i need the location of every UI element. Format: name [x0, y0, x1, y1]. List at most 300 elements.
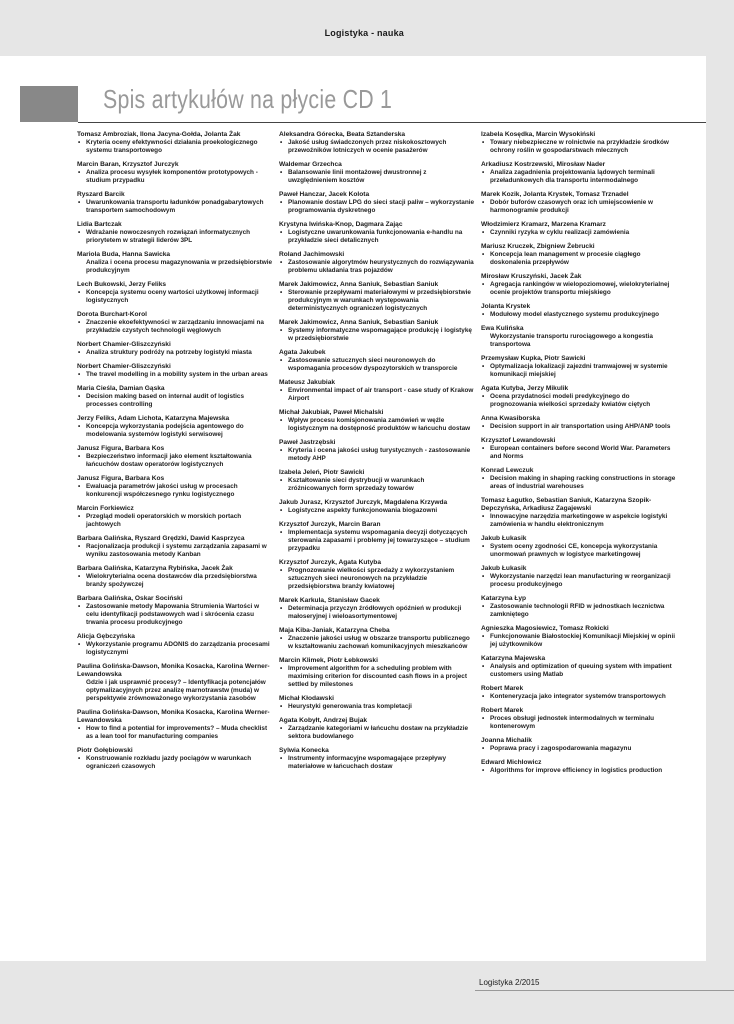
article-title: Agregacja rankingów w wielopoziomowej, wielokryterialnej ocenie projektów transportu miejskiego — [490, 281, 670, 296]
title-underline — [78, 122, 706, 123]
article-title: Uwarunkowania transportu ładunków ponadgabarytowych transportem samochodowym — [86, 199, 264, 214]
article-authors: Michał Jakubiak, Paweł Michalski — [279, 409, 384, 416]
bullet-icon: • — [280, 635, 283, 642]
article-title-row — [481, 693, 677, 701]
bullet-icon: • — [482, 229, 485, 236]
article-title: Prognozowanie wielkości sprzedaży z wykorzystaniem sztucznych sieci neuronowych na przykładzie przedsiębiorstwa branży kwiatowej — [288, 567, 455, 590]
article-title: Logistyczne aspekty funkcjonowania biogazowni — [288, 507, 438, 514]
article-title: Innowacyjne narzędzia marketingowe w aspekcie logistyki zamówienia w handlu elektronicznym — [490, 513, 668, 528]
bullet-icon: • — [78, 483, 81, 490]
article-title: Koncepcja systemu oceny wartości użytkowej informacji logistycznych — [86, 289, 259, 304]
article-title-row — [279, 755, 475, 771]
article-authors: Krzysztof Jurczyk, Agata Kutyba — [279, 559, 381, 566]
bullet-icon: • — [482, 573, 485, 580]
bullet-icon: • — [482, 169, 485, 176]
article-entry — [481, 161, 677, 185]
bullet-icon: • — [280, 567, 283, 574]
bullet-icon: • — [280, 417, 283, 424]
bullet-icon: • — [482, 745, 485, 752]
bullet-icon: • — [280, 357, 283, 364]
article-title: Wpływ procesu komisjonowania zamówień w węźle logistycznym na dostępność produktów w łańcuchu dostaw — [288, 417, 471, 432]
article-title-row — [77, 139, 273, 155]
article-title-row — [279, 635, 475, 651]
article-title: Proces obsługi jednostek intermodalnych w terminalu kontenerowym — [490, 715, 655, 730]
article-title-row — [77, 169, 273, 185]
article-authors: Janusz Figura, Barbara Kos — [77, 445, 165, 452]
article-entry — [77, 281, 273, 305]
article-title-row — [481, 333, 677, 349]
article-authors: Dorota Burchart-Korol — [77, 311, 147, 318]
article-entry — [481, 497, 677, 529]
article-authors: Roland Jachimowski — [279, 251, 345, 258]
article-entry — [481, 191, 677, 215]
article-entry — [481, 467, 677, 491]
article-title: European containers before second World War. Parameters and Norms — [490, 445, 671, 460]
article-entry — [481, 437, 677, 461]
article-authors: Marcin Klimek, Piotr Łebkowski — [279, 657, 378, 664]
article-entry — [279, 469, 475, 493]
bullet-icon: • — [280, 529, 283, 536]
article-authors: Krzysztof Jurczyk, Marcin Baran — [279, 521, 381, 528]
article-title: Konteneryzacja jako integrator systemów transportowych — [490, 693, 666, 700]
article-title: Analiza struktury podróży na potrzeby logistyki miasta — [86, 349, 252, 356]
article-title-row — [279, 567, 475, 591]
article-entry — [279, 559, 475, 591]
article-authors: Mateusz Jakubiak — [279, 379, 336, 386]
article-entry — [481, 655, 677, 679]
article-authors: Barbara Galińska, Ryszard Grędzki, Dawid Kasprzyca — [77, 535, 245, 542]
article-title-row — [481, 199, 677, 215]
article-title: Wielokryterialna ocena dostawców dla przedsiębiorstwa branży spożywczej — [86, 573, 257, 588]
bullet-icon: • — [482, 633, 485, 640]
article-title-row — [481, 573, 677, 589]
bullet-icon: • — [482, 363, 485, 370]
bullet-icon: • — [78, 139, 81, 146]
article-entry — [279, 379, 475, 403]
article-title: Kryteria i ocena jakości usług turystycznych - zastosowanie metody AHP — [288, 447, 471, 462]
article-title-row — [279, 477, 475, 493]
article-title: Poprawa pracy i zagospodarowania magazynu — [490, 745, 632, 752]
article-title-row — [481, 603, 677, 619]
article-entry — [77, 709, 273, 741]
article-entry — [279, 281, 475, 313]
article-title: Decision making based on internal audit of logistics processes controlling — [86, 393, 245, 408]
bullet-icon: • — [78, 169, 81, 176]
article-entry — [77, 415, 273, 439]
article-authors: Anna Kwasiborska — [481, 415, 540, 422]
article-title: Balansowanie linii montażowej dwustronnej z uwzględnieniem kosztów — [288, 169, 427, 184]
article-entry — [77, 505, 273, 529]
bullet-icon: • — [78, 199, 81, 206]
article-entry — [481, 415, 677, 431]
article-authors: Paweł Jastrzębski — [279, 439, 336, 446]
article-authors: Paulina Golińska-Dawson, Monika Kosacka, Karolina Werner-Lewandowska — [77, 663, 270, 678]
article-column-2 — [279, 131, 475, 777]
article-authors: Norbert Chamier-Gliszczyński — [77, 363, 171, 370]
article-entry — [77, 445, 273, 469]
article-title: Algorithms for improve efficiency in logistics production — [490, 767, 663, 774]
article-title: Implementacja systemu wspomagania decyzji dotyczących sterowania zapasami i problemy jej towarzyszące – studium przypadku — [288, 529, 470, 552]
article-title-row — [481, 633, 677, 649]
article-authors: Marek Kozik, Jolanta Krystek, Tomasz Trznadel — [481, 191, 629, 198]
article-entry — [77, 565, 273, 589]
footer-rule — [475, 990, 734, 991]
article-authors: Katarzyna Majewska — [481, 655, 546, 662]
article-entry — [279, 747, 475, 771]
bullet-icon: • — [280, 605, 283, 612]
article-title-row — [279, 229, 475, 245]
article-title: Optymalizacja lokalizacji zajezdni tramwajowej w systemie komunikacji miejskiej — [490, 363, 668, 378]
article-title: Zastosowanie technologii RFID w jednostkach lecznictwa zamkniętego — [490, 603, 665, 618]
article-entry — [279, 409, 475, 433]
article-title-row — [279, 529, 475, 553]
bullet-icon: • — [482, 693, 485, 700]
article-authors: Janusz Figura, Barbara Kos — [77, 475, 165, 482]
article-title: Konstruowanie rozkładu jazdy pociągów w warunkach ograniczeń czasowych — [86, 755, 252, 770]
article-title: Planowanie dostaw LPG do sieci stacji paliw – wykorzystanie programowania dyskretnego — [288, 199, 475, 214]
article-title-row — [279, 259, 475, 275]
article-title-row — [481, 423, 677, 431]
article-authors: Agnieszka Magosiewicz, Tomasz Rokicki — [481, 625, 609, 632]
article-title-row — [77, 319, 273, 335]
article-title-row — [279, 447, 475, 463]
article-entry — [481, 221, 677, 237]
article-authors: Jakub Jurasz, Krzysztof Jurczyk, Magdalena Krzywda — [279, 499, 448, 506]
article-entry — [279, 657, 475, 689]
article-authors: Jakub Łukasik — [481, 535, 527, 542]
article-entry — [481, 565, 677, 589]
article-authors: Mariusz Kruczek, Zbigniew Żebrucki — [481, 243, 595, 250]
article-title-row — [481, 767, 677, 775]
article-title-row — [481, 715, 677, 731]
article-authors: Marek Jakimowicz, Anna Saniuk, Sebastian Saniuk — [279, 281, 439, 288]
article-title: Kryteria oceny efektywności działania proekologicznego systemu transportowego — [86, 139, 258, 154]
article-title: Determinacja przyczyn źródłowych opóźnień w produkcji małoseryjnej i wieloasortymentowej — [288, 605, 462, 620]
article-title-row — [77, 423, 273, 439]
article-authors: Barbara Galińska, Oskar Sociński — [77, 595, 183, 602]
article-title-row — [481, 169, 677, 185]
article-title: Instrumenty informacyjne wspomagające przepływy materiałowe w łańcuchach dostaw — [288, 755, 447, 770]
bullet-icon: • — [280, 229, 283, 236]
article-title: Jakość usług świadczonych przez niskokosztowych przewoźników lotniczych w ocenie pasażerów — [288, 139, 447, 154]
article-title: Zarządzanie kategoriami w łańcuchu dostaw na przykładzie sektora budowlanego — [288, 725, 469, 740]
article-title-row — [279, 417, 475, 433]
article-entry — [77, 191, 273, 215]
article-title-row — [77, 725, 273, 741]
bullet-icon: • — [78, 319, 81, 326]
article-title: Systemy informatyczne wspomagające produkcję i logistykę w przedsiębiorstwie — [288, 327, 472, 342]
bullet-icon: • — [78, 725, 81, 732]
article-entry — [279, 521, 475, 553]
article-authors: Ryszard Barcik — [77, 191, 125, 198]
article-entry — [481, 737, 677, 753]
article-entry — [279, 251, 475, 275]
article-title-row — [77, 679, 273, 703]
bullet-icon: • — [280, 725, 283, 732]
article-authors: Tomasz Łagutko, Sebastian Saniuk, Katarzyna Szopik-Depczyńska, Arkadiusz Zagajewski — [481, 497, 652, 512]
article-entry — [77, 385, 273, 409]
article-entry — [481, 325, 677, 349]
article-title: Wdrażanie nowoczesnych rozwiązań informatycznych priorytetem w strategii liderów 3PL — [86, 229, 251, 244]
article-title-row — [481, 543, 677, 559]
article-title: The travel modelling in a mobility system in the urban areas — [86, 371, 268, 378]
article-title: Towary niebezpieczne w rolnictwie na przykładzie środków ochrony roślin w gospodarstwach mlecznych — [490, 139, 669, 154]
article-title-row — [279, 605, 475, 621]
bullet-icon: • — [482, 767, 485, 774]
bullet-icon: • — [78, 755, 81, 762]
article-entry — [481, 303, 677, 319]
article-title-row — [279, 139, 475, 155]
bullet-icon: • — [482, 543, 485, 550]
article-entry — [279, 717, 475, 741]
article-title-row — [77, 755, 273, 771]
article-title: Wykorzystanie transportu rurociągowego a kongestia transportowa — [490, 333, 653, 348]
article-authors: Tomasz Ambroziak, Ilona Jacyna-Gołda, Jolanta Żak — [77, 131, 241, 138]
article-entry — [481, 759, 677, 775]
article-title: Znaczenie jakości usług w obszarze transportu publicznego w kształtowaniu zachowań komunikacyjnych mieszkańców — [288, 635, 470, 650]
article-authors: Marcin Baran, Krzysztof Jurczyk — [77, 161, 179, 168]
bullet-icon: • — [78, 393, 81, 400]
article-entry — [77, 221, 273, 245]
article-authors: Paulina Golińska-Dawson, Monika Kosacka, Karolina Werner-Lewandowska — [77, 709, 270, 724]
bullet-icon: • — [482, 423, 485, 430]
article-title: Zastosowanie algorytmów heurystycznych do rozwiązywania problemu układania tras pojazdów — [288, 259, 474, 274]
article-title: Decision making in shaping racking constructions in storage areas of industrial warehouses — [490, 475, 676, 490]
article-authors: Sylwia Konecka — [279, 747, 329, 754]
article-authors: Włodzimierz Kramarz, Marzena Kramarz — [481, 221, 606, 228]
article-title-row — [481, 393, 677, 409]
article-authors: Norbert Chamier-Gliszczyński — [77, 341, 171, 348]
article-title: Modułowy model elastycznego systemu produkcyjnego — [490, 311, 660, 318]
article-title: Ewaluacja parametrów jakości usług w procesach konkurencji współczesnego rynku logistycznego — [86, 483, 238, 498]
issue-label: Logistyka 2/2015 — [479, 978, 540, 987]
article-authors: Izabela Jeleń, Piotr Sawicki — [279, 469, 365, 476]
article-title: Analiza i ocena procesu magazynowania w przedsiębiorstwie produkcyjnym — [86, 259, 273, 274]
article-authors: Agata Kobyłt, Andrzej Bujak — [279, 717, 368, 724]
bullet-icon: • — [78, 573, 81, 580]
article-entry — [77, 161, 273, 185]
article-authors: Agata Jakubek — [279, 349, 326, 356]
article-authors: Marek Jakimowicz, Anna Saniuk, Sebastian Saniuk — [279, 319, 439, 326]
article-title-row — [481, 445, 677, 461]
article-entry — [77, 341, 273, 357]
article-entry — [77, 311, 273, 335]
title-accent-block — [20, 86, 78, 122]
article-title-row — [279, 357, 475, 373]
article-authors: Mariola Buda, Hanna Sawicka — [77, 251, 171, 258]
article-title: Analysis and optimization of queuing system with impatient customers using Matlab — [490, 663, 672, 678]
bullet-icon: • — [78, 349, 81, 356]
bullet-icon: • — [78, 289, 81, 296]
bullet-icon: • — [280, 169, 283, 176]
article-authors: Marek Karkula, Stanisław Gacek — [279, 597, 380, 604]
bullet-icon: • — [280, 477, 283, 484]
article-title-row — [481, 513, 677, 529]
bullet-icon: • — [280, 199, 283, 206]
article-title-row — [77, 543, 273, 559]
article-authors: Ewa Kulińska — [481, 325, 524, 332]
article-authors: Alicja Gębczyńska — [77, 633, 135, 640]
bullet-icon: • — [280, 755, 283, 762]
article-entry — [77, 251, 273, 275]
article-title: System oceny zgodności CE, koncepcja wykorzystania unormowań prawnych w logistyce marketingowej — [490, 543, 658, 558]
bullet-icon: • — [280, 507, 283, 514]
article-entry — [279, 131, 475, 155]
article-authors: Lidia Bartczak — [77, 221, 122, 228]
article-title: Logistyczne uwarunkowania funkcjonowania e-handlu na przykładzie sieci detalicznych — [288, 229, 463, 244]
article-entry — [279, 161, 475, 185]
article-authors: Lech Bukowski, Jerzy Feliks — [77, 281, 167, 288]
article-title-row — [77, 259, 273, 275]
article-entry — [77, 747, 273, 771]
article-entry — [481, 685, 677, 701]
article-title: Wykorzystanie narzędzi lean manufacturing w reorganizacji procesu produkcyjnego — [490, 573, 671, 588]
article-authors: Mirosław Kruszyński, Jacek Żak — [481, 273, 582, 280]
article-entry — [279, 439, 475, 463]
bullet-icon: • — [482, 475, 485, 482]
article-authors: Agata Kutyba, Jerzy Mikulik — [481, 385, 569, 392]
article-entry — [481, 355, 677, 379]
article-entry — [77, 595, 273, 627]
page-header — [0, 0, 734, 56]
article-title: Analiza zagadnienia projektowania lądowych terminali przeładunkowych dla transportu intermodalnego — [490, 169, 655, 184]
article-title-row — [77, 641, 273, 657]
article-authors: Izabela Kosędka, Marcin Wysokiński — [481, 131, 596, 138]
article-authors: Konrad Lewczuk — [481, 467, 534, 474]
article-title: Racjonalizacja produkcji i systemu zarządzania zapasami w wyniku zastosowania metody Kanban — [86, 543, 267, 558]
article-entry — [481, 535, 677, 559]
bullet-icon: • — [482, 513, 485, 520]
bullet-icon: • — [280, 703, 283, 710]
bullet-icon: • — [482, 715, 485, 722]
bullet-icon: • — [482, 393, 485, 400]
page-footer — [0, 961, 734, 1024]
bullet-icon: • — [78, 641, 81, 648]
article-title-row — [481, 281, 677, 297]
article-title: Environmental impact of air transport - case study of Krakow Airport — [288, 387, 474, 402]
article-entry — [481, 707, 677, 731]
article-authors: Katarzyna Łyp — [481, 595, 527, 602]
article-title: Koncepcja wykorzystania podejścia agentowego do modelowania systemów logistyki serwisowej — [86, 423, 244, 438]
article-title-row — [481, 311, 677, 319]
article-title-row — [481, 229, 677, 237]
article-entry — [279, 695, 475, 711]
article-title-row — [481, 139, 677, 155]
article-title-row — [481, 745, 677, 753]
article-entry — [481, 243, 677, 267]
article-authors: Robert Marek — [481, 685, 524, 692]
article-title-row — [77, 349, 273, 357]
article-entry — [481, 131, 677, 155]
article-title-row — [279, 387, 475, 403]
article-authors: Aleksandra Górecka, Beata Sztanderska — [279, 131, 406, 138]
article-authors: Krzysztof Lewandowski — [481, 437, 556, 444]
bullet-icon: • — [482, 311, 485, 318]
article-title-row — [481, 251, 677, 267]
article-authors: Jakub Łukasik — [481, 565, 527, 572]
article-title: Dobór buforów czasowych oraz ich umiejscowienie w harmonogramie produkcji — [490, 199, 653, 214]
article-authors: Krystyna Iwińska-Knop, Dagmara Zając — [279, 221, 403, 228]
article-title: Kształtowanie sieci dystrybucji w warunkach zróżnicowanych form sprzedaży towarów — [288, 477, 425, 492]
article-entry — [77, 363, 273, 379]
article-entry — [279, 349, 475, 373]
article-authors: Edward Michlowicz — [481, 759, 542, 766]
article-title: How to find a potential for improvements? – Muda checklist as a lean tool for manufacturing companies — [86, 725, 268, 740]
article-entry — [481, 273, 677, 297]
article-title-row — [481, 663, 677, 679]
article-title: Wykorzystanie programu ADONIS do zarządzania procesami logistycznymi — [86, 641, 270, 656]
article-authors: Barbara Galińska, Katarzyna Rybińska, Jacek Żak — [77, 565, 233, 572]
article-authors: Paweł Hanczar, Jacek Kolota — [279, 191, 370, 198]
article-authors: Joanna Michalik — [481, 737, 532, 744]
article-title: Funkcjonowanie Białostockiej Komunikacji Miejskiej w opinii jej użytkowników — [490, 633, 676, 648]
article-entry — [77, 475, 273, 499]
article-title-row — [279, 289, 475, 313]
article-authors: Jolanta Krystek — [481, 303, 531, 310]
article-title: Zastosowanie sztucznych sieci neuronowych do wspomagania procesów dyspozytorskich w transporcie — [288, 357, 458, 372]
article-title: Improvement algorithm for a scheduling problem with maximising criterion for discounted cash flows in a project settled by milestones — [288, 665, 467, 688]
article-title-row — [77, 603, 273, 627]
article-title: Analiza procesu wysyłek komponentów prototypowych - studium przypadku — [86, 169, 258, 184]
article-authors: Jerzy Feliks, Adam Lichota, Katarzyna Majewska — [77, 415, 230, 422]
bullet-icon: • — [482, 663, 485, 670]
article-entry — [77, 663, 273, 703]
bullet-icon: • — [280, 289, 283, 296]
article-title: Znaczenie ekoefektywności w zarządzaniu innowacjami na przykładzie czystych technologii węglowych — [86, 319, 264, 334]
article-title-row — [77, 513, 273, 529]
bullet-icon: • — [482, 139, 485, 146]
article-entry — [279, 627, 475, 651]
article-authors: Robert Marek — [481, 707, 524, 714]
article-entry — [481, 385, 677, 409]
article-entry — [279, 597, 475, 621]
article-authors: Maja Kiba-Janiak, Katarzyna Cheba — [279, 627, 390, 634]
bullet-icon: • — [78, 423, 81, 430]
article-authors: Piotr Gołębiowski — [77, 747, 133, 754]
article-title-row — [279, 665, 475, 689]
article-title-row — [279, 703, 475, 711]
article-title: Sterowanie przepływami materiałowymi w przedsiębiorstwie produkcyjnym w warunkach występowania deterministycznych ograniczeń logistycznych — [288, 289, 471, 312]
article-title-row — [77, 371, 273, 379]
bullet-icon: • — [280, 327, 283, 334]
article-entry — [481, 595, 677, 619]
article-title: Decision support in air transportation using AHP/ANP tools — [490, 423, 671, 430]
bullet-icon: • — [280, 139, 283, 146]
article-title-row — [279, 199, 475, 215]
article-title-row — [279, 725, 475, 741]
bullet-icon: • — [78, 453, 81, 460]
article-title: Ocena przydatności modeli predykcyjnego do prognozowania wielkości sprzedaży kwiatów ciętych — [490, 393, 651, 408]
bullet-icon: • — [78, 371, 81, 378]
article-entry — [481, 625, 677, 649]
article-authors: Arkadiusz Kostrzewski, Mirosław Nader — [481, 161, 606, 168]
article-title: Czynniki ryzyka w cyklu realizacji zamówienia — [490, 229, 630, 236]
bullet-icon: • — [482, 281, 485, 288]
article-title-row — [77, 229, 273, 245]
bullet-icon: • — [482, 445, 485, 452]
article-authors: Przemysław Kupka, Piotr Sawicki — [481, 355, 586, 362]
article-title: Zastosowanie metody Mapowania Strumienia Wartości w celu identyfikacji podstawowych wad i skrócenia czasu trwania procesu produkcyjnego — [86, 603, 260, 626]
bullet-icon: • — [78, 513, 81, 520]
article-title-row — [77, 483, 273, 499]
article-title: Heurystyki generowania tras kompletacji — [288, 703, 412, 710]
bullet-icon: • — [280, 447, 283, 454]
article-column-1 — [77, 131, 273, 777]
article-title-row — [77, 573, 273, 589]
bullet-icon: • — [482, 603, 485, 610]
article-entry — [77, 131, 273, 155]
article-authors: Maria Cieśla, Damian Gąska — [77, 385, 165, 392]
